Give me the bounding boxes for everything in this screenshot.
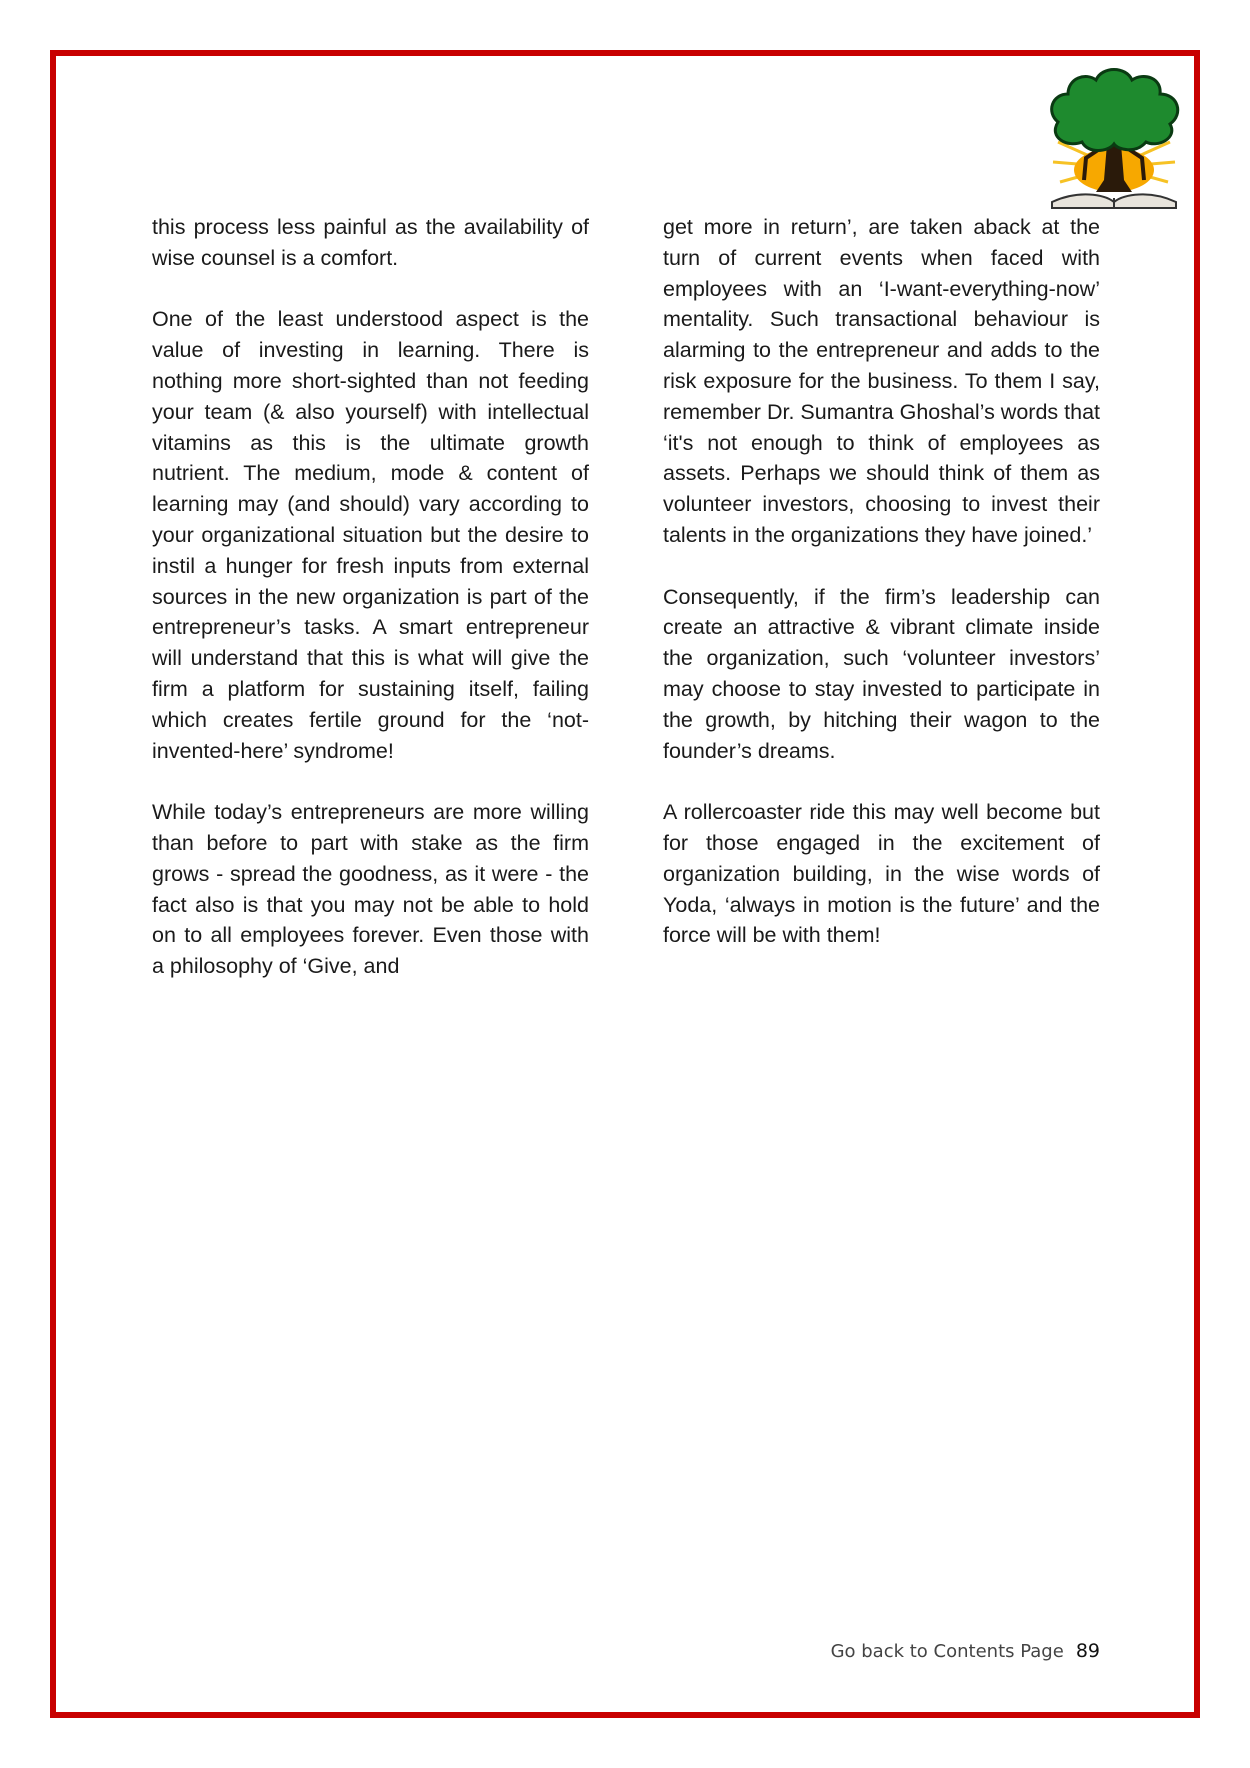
contents-page-link[interactable]: Go back to Contents Page — [830, 1641, 1064, 1662]
tree-book-logo-icon — [1038, 62, 1190, 212]
paragraph: One of the least understood aspect is the value of investing in learning. There is nothing more short-sighted than not feeding your team (& also yourself) with intellectual vitamins as this is the ultimate growth nutrient. The medium, mode & content of learning may (and should) vary according to your organizational situation but the desire to instil a hunger for fresh inputs from external sources in the new organization is part of the entrepreneur’s tasks. A smart entrepreneur will understand that this is what will give the firm a platform for sustaining itself, failing which creates fertile ground for the ‘not-invented-here’ syndrome! — [152, 307, 589, 763]
page-footer — [820, 1640, 1100, 1662]
right-column — [663, 212, 1100, 982]
page-number: 89 — [1075, 1640, 1100, 1662]
paragraph: Consequently, if the firm’s leadership can create an attractive & vibrant climate inside the organization, such ‘volunteer investors’ may choose to stay invested to participate in the growth, by hitching their wagon to the founder’s dreams. — [663, 584, 1100, 763]
paragraph: While today’s entrepreneurs are more willing than before to part with stake as the firm grows - spread the goodness, as it were - the fact also is that you may not be able to hold on to all employees forever. Even those with a philosophy of ‘Give, and — [152, 800, 589, 979]
paragraph: this process less painful as the availability of wise counsel is a comfort. — [152, 215, 589, 270]
paragraph: A rollercoaster ride this may well become but for those engaged in the excitement of organization building, in the wise words of Yoda, ‘always in motion is the future’ and the force will be with them! — [663, 800, 1100, 948]
left-column — [152, 212, 589, 1013]
paragraph: get more in return’, are taken aback at the turn of current events when faced with employees with an ‘I-want-everything-now’ mentality. Such transactional behaviour is alarming to the entrepreneur and adds to the risk exposure for the business. To them I say, remember Dr. Sumantra Ghoshal’s words that ‘it's not enough to think of employees as assets. Perhaps we should think of them as volunteer investors, choosing to invest their talents in the organizations they have joined.’ — [663, 215, 1100, 547]
